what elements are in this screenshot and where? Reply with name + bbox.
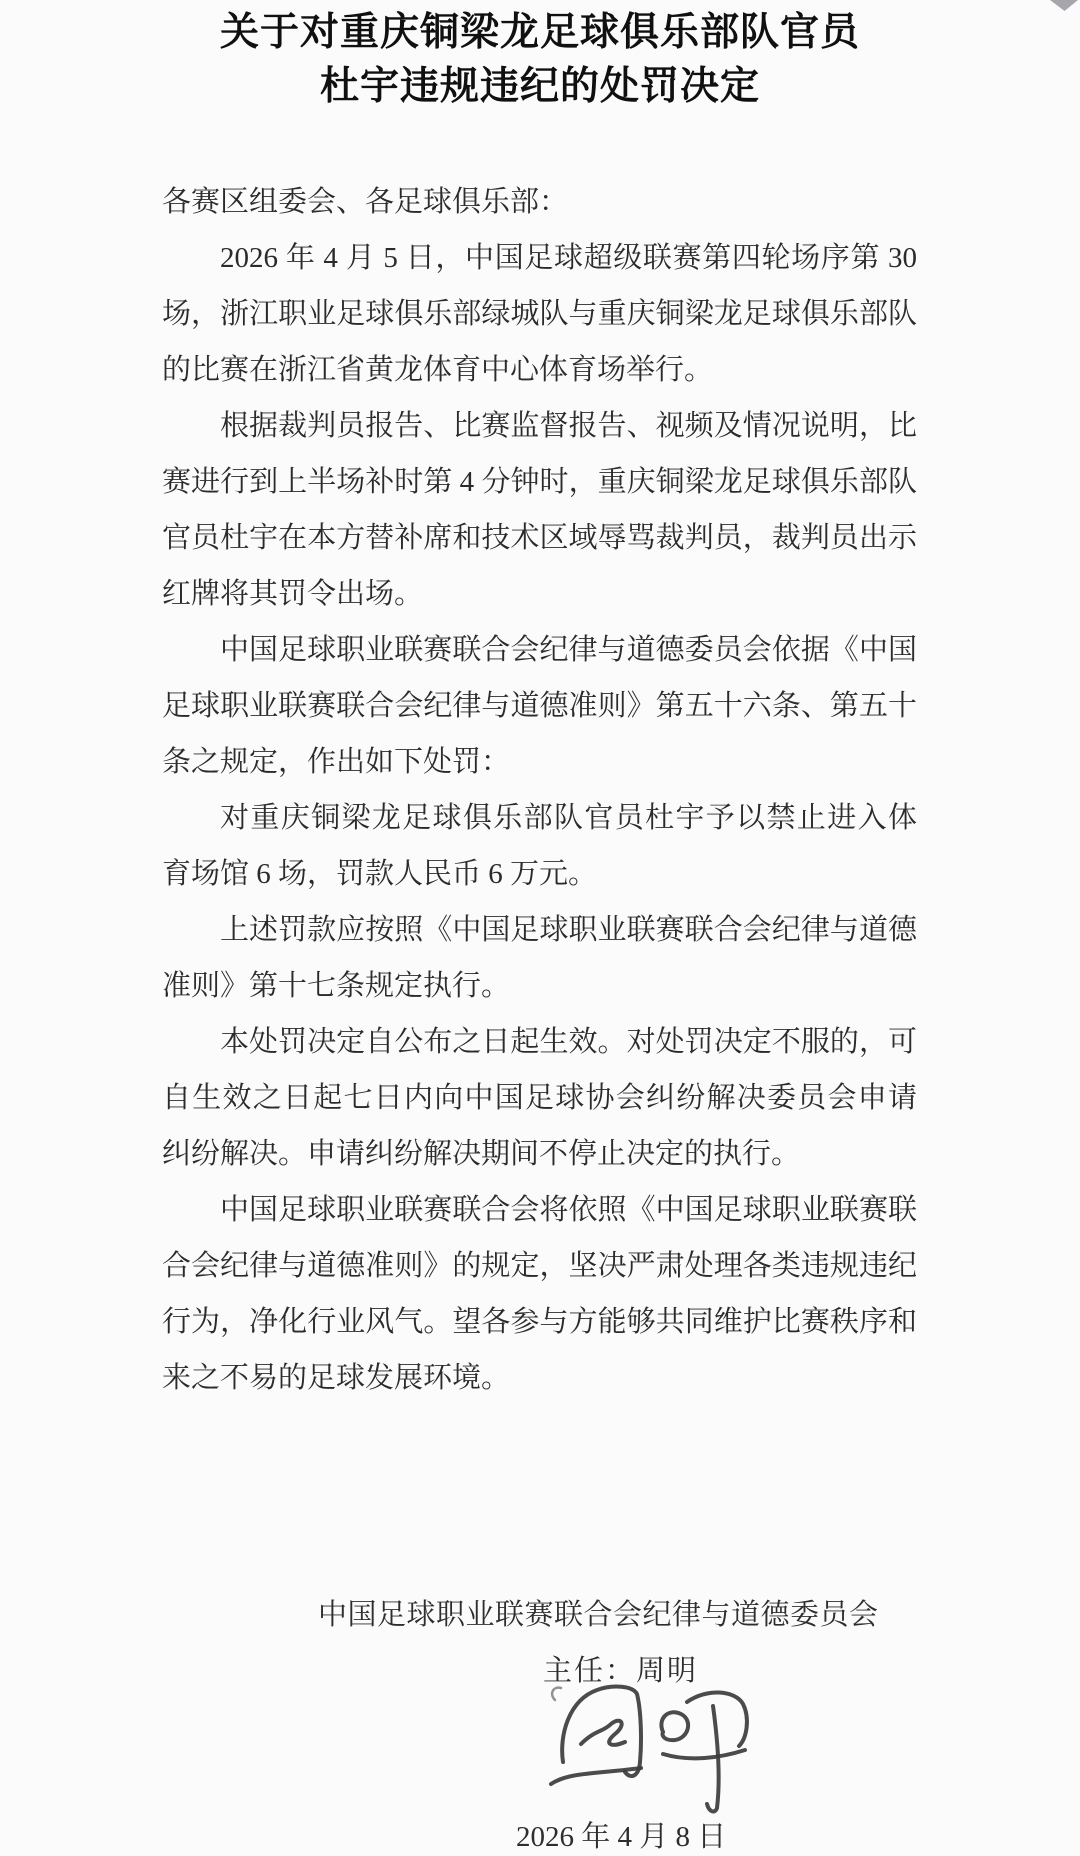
body-line: 准则》第十七条规定执行。 <box>162 970 511 1002</box>
body-line: 根据裁判员报告、比赛监督报告、视频及情况说明，比 <box>220 410 917 442</box>
body-line: 红牌将其罚令出场。 <box>162 578 424 610</box>
body-line: 场，浙江职业足球俱乐部绿城队与重庆铜梁龙足球俱乐部队 <box>162 298 917 330</box>
body-line: 育场馆 6 场，罚款人民币 6 万元。 <box>162 858 598 890</box>
document-title-line-1: 关于对重庆铜梁龙足球俱乐部队官员 <box>219 11 860 54</box>
body-line: 对重庆铜梁龙足球俱乐部队官员杜宇予以禁止进入体 <box>220 802 917 834</box>
body-line: 2026 年 4 月 5 日，中国足球超级联赛第四轮场序第 30 <box>220 242 917 274</box>
signature-handwritten <box>545 1680 773 1818</box>
body-line: 自生效之日起七日内向中国足球协会纠纷解决委员会申请 <box>162 1082 917 1114</box>
body-line: 行为，净化行业风气。望各参与方能够共同维护比赛秩序和 <box>162 1306 917 1338</box>
signer-title-and-name: 主任：周明 <box>543 1655 699 1687</box>
body-line: 来之不易的足球发展环境。 <box>162 1362 511 1394</box>
body-line: 合会纪律与道德准则》的规定，坚决严肃处理各类违规违纪 <box>162 1250 917 1282</box>
document-title-line-2: 杜宇违规违纪的处罚决定 <box>319 65 760 108</box>
body-line: 上述罚款应按照《中国足球职业联赛联合会纪律与道德 <box>220 914 917 946</box>
body-line: 本处罚决定自公布之日起生效。对处罚决定不服的，可 <box>220 1026 917 1058</box>
body-line: 各赛区组委会、各足球俱乐部： <box>162 186 569 218</box>
body-line: 条之规定，作出如下处罚： <box>162 746 511 778</box>
body-line: 的比赛在浙江省黄龙体育中心体育场举行。 <box>162 354 714 386</box>
document-footer <box>0 1590 1080 1856</box>
committee-name: 中国足球职业联赛联合会纪律与道德委员会 <box>318 1599 879 1631</box>
body-line: 中国足球职业联赛联合会将依照《中国足球职业联赛联 <box>220 1194 917 1226</box>
document-date: 2026 年 4 月 8 日 <box>516 1821 727 1853</box>
body-line: 赛进行到上半场补时第 4 分钟时，重庆铜梁龙足球俱乐部队 <box>162 466 917 498</box>
body-line: 中国足球职业联赛联合会纪律与道德委员会依据《中国 <box>220 634 917 666</box>
body-line: 官员杜宇在本方替补席和技术区域辱骂裁判员，裁判员出示 <box>162 522 917 554</box>
document-title <box>0 0 1080 114</box>
document-body <box>0 174 1080 1406</box>
body-line: 纠纷解决。申请纠纷解决期间不停止决定的执行。 <box>162 1138 801 1170</box>
body-line: 足球职业联赛联合会纪律与道德准则》第五十六条、第五十 <box>162 690 917 722</box>
